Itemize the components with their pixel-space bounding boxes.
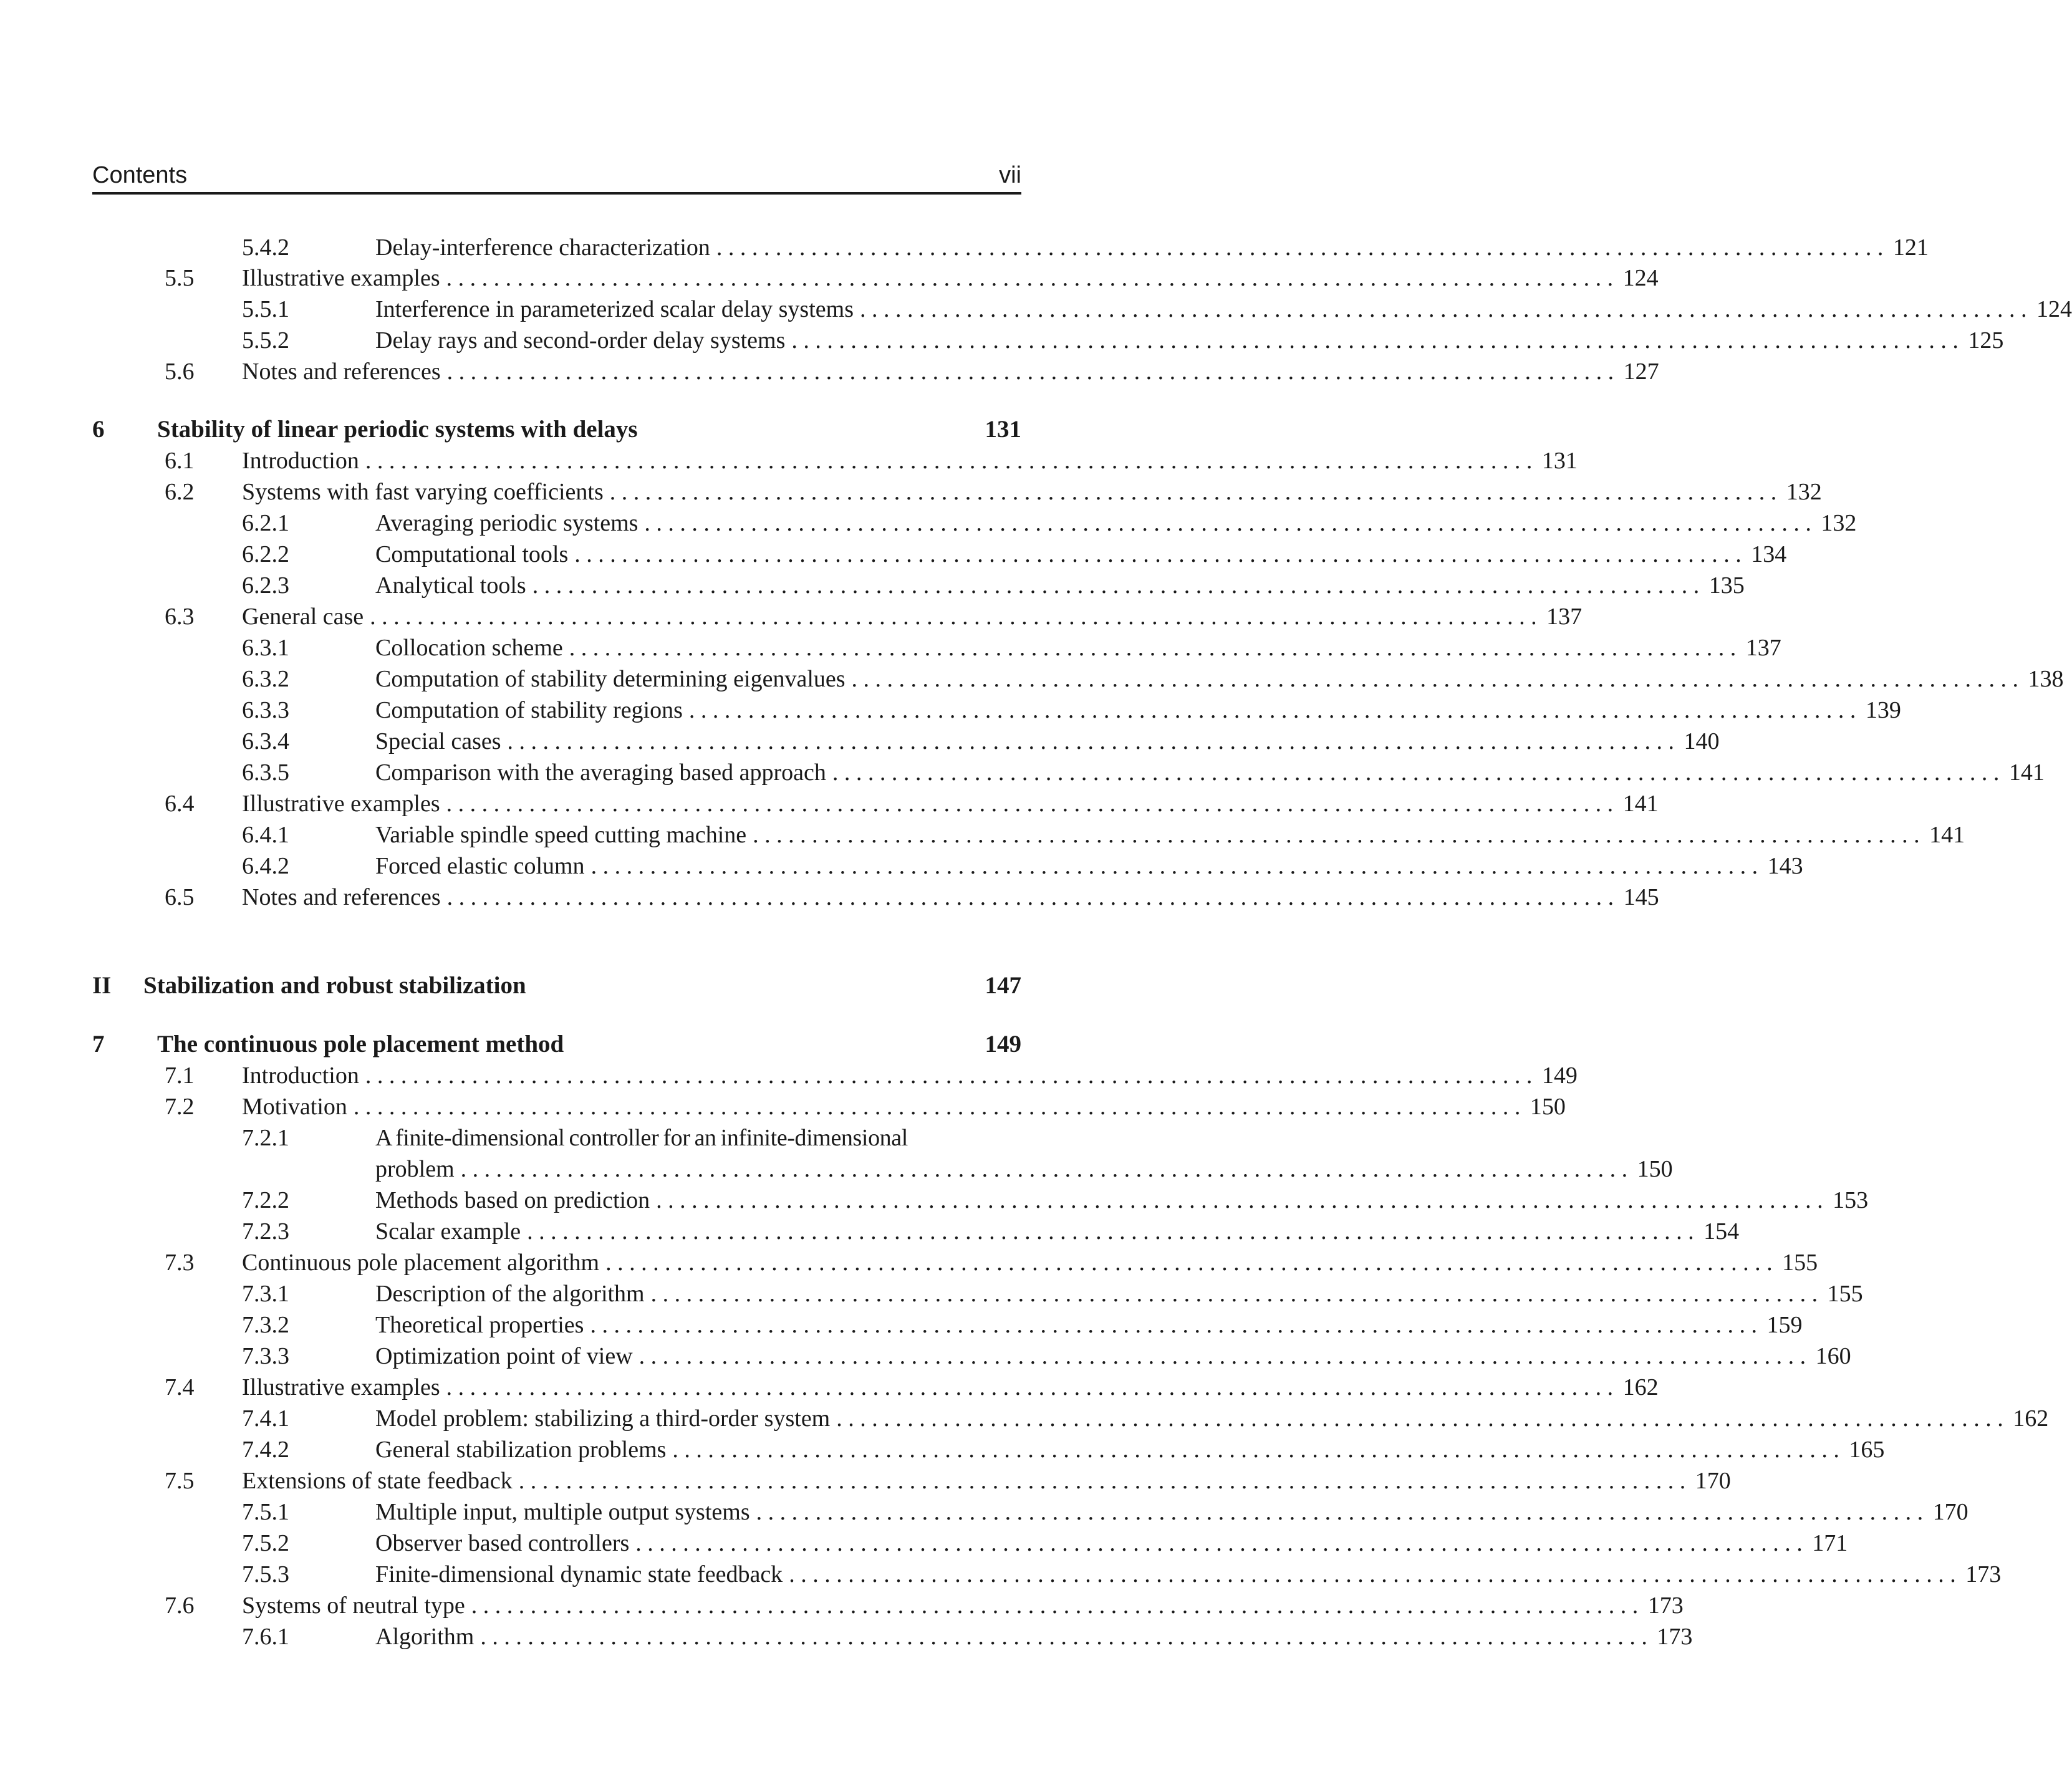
toc-entry-title: Observer based controllers [375,1530,630,1556]
toc-entry-number: 6.3 [165,604,195,630]
part-page: 147 [985,972,1021,999]
toc-entry-title: Notes and references [242,884,441,910]
toc-entry-page: 150 [1637,1156,1673,1182]
dot-leader: ................................................................................................... [605,1250,1779,1276]
toc-entry-page: 162 [1622,1374,1659,1400]
dot-leader: ................................................................................................... [370,604,1543,630]
dot-leader: ................................................................................................... [753,822,1926,848]
toc-entry-6-2-1[interactable] [0,508,1857,539]
toc-entry-6-5[interactable] [0,882,1659,913]
toc-entry-5-4-2[interactable] [0,232,1929,263]
toc-entry-page: 132 [1821,510,1857,536]
toc-entry-number: 7.4.1 [242,1405,289,1432]
toc-entry-number: 7.2 [165,1094,195,1120]
chapter-number: 6 [92,416,105,443]
dot-leader: ................................................................................................... [532,572,1705,599]
toc-entry-title: Interference in parameterized scalar delay systems [375,296,854,322]
toc-entry-page: 162 [2013,1405,2049,1432]
dot-leader: ................................................................................................... [791,327,1965,354]
running-head-title: Contents [92,162,188,188]
dot-leader: ................................................................................................... [446,791,1619,817]
dot-leader: ................................................................................................... [480,1624,1654,1650]
toc-entry-7-2[interactable] [0,1091,1566,1122]
toc-entry-page: 173 [1647,1592,1684,1619]
dot-leader: ................................................................................................... [650,1281,1824,1307]
toc-entry-title: Comparison with the averaging based approach [375,759,826,786]
toc-entry-page: 121 [1892,234,1929,261]
toc-entry-7-5-3[interactable] [0,1559,2002,1590]
toc-entry-number: 7.5 [165,1468,195,1494]
dot-leader: ................................................................................................... [365,448,1538,474]
toc-entry-title: General stabilization problems [375,1437,667,1463]
toc-entry-page: 165 [1849,1437,1885,1463]
toc-entry-page: 171 [1812,1530,1848,1556]
dot-leader: ................................................................................................... [609,479,1783,505]
part-title: Stabilization and robust stabilization [143,972,526,999]
toc-entry-5-6[interactable] [0,356,1659,387]
dot-leader: ................................................................................................... [672,1437,1846,1463]
toc-entry-title: Forced elastic column [375,853,585,879]
toc-entry-6-3-5[interactable] [0,757,2045,788]
toc-entry-page: 124 [1622,265,1659,291]
toc-entry-number: 7.2.3 [242,1218,289,1245]
toc-entry-page: 173 [1657,1624,1693,1650]
toc-entry-title: Delay-interference characterization [375,234,710,261]
toc-entry-title: Continuous pole placement algorithm [242,1250,600,1276]
toc-entry-number: 7.3 [165,1250,195,1276]
toc-entry-7-2-3[interactable] [0,1216,1740,1247]
toc-entry-title: Delay rays and second-order delay systems [375,327,786,354]
toc-entry-number: 6.1 [165,448,195,474]
toc-entry-title: Description of the algorithm [375,1281,645,1307]
toc-entry-page: 145 [1623,884,1659,910]
toc-entry-title-line2: problem [375,1156,455,1182]
part-number: II [92,972,112,999]
toc-entry-title: Special cases [375,728,501,754]
chapter-title: Stability of linear periodic systems with delays [157,416,638,443]
toc-entry-number: 6.2.2 [242,541,289,567]
dot-leader: ................................................................................................... [353,1094,1526,1120]
toc-entry-page: 143 [1767,853,1803,879]
toc-entry-number: 6.4.2 [242,853,289,879]
toc-entry-page: 160 [1815,1343,1851,1369]
toc-entry-6-3-3[interactable] [0,695,1901,726]
toc-entry-page: 141 [1929,822,1965,848]
toc-entry-7-3[interactable] [0,1247,1818,1278]
toc-entry-title: Computational tools [375,541,569,567]
dot-leader: ................................................................................................... [518,1468,1692,1494]
toc-entry-6-3-4[interactable] [0,726,1720,757]
toc-entry-title: Introduction [242,448,359,474]
toc-entry-title: Averaging periodic systems [375,510,638,536]
dot-leader: ................................................................................................... [460,1156,1634,1182]
dot-leader: ................................................................................................... [590,1312,1763,1338]
dot-leader: ................................................................................................... [507,728,1680,754]
toc-entry-number: 6.2.3 [242,572,289,599]
dot-leader: ................................................................................................... [644,510,1818,536]
toc-entry-7-5-2[interactable] [0,1528,1848,1559]
toc-entry-page: 132 [1786,479,1822,505]
dot-leader: ................................................................................................... [471,1592,1644,1619]
toc-entry-7-3-2[interactable] [0,1309,1803,1341]
dot-leader: ................................................................................................... [365,1062,1538,1089]
toc-entry-number: 7.3.1 [242,1281,289,1307]
toc-entry-page: 125 [1968,327,2004,354]
toc-entry-page: 153 [1833,1187,1869,1213]
toc-entry-6-4[interactable] [0,788,1659,819]
toc-entry-6-3[interactable] [0,601,1583,632]
toc-entry-number: 6.2.1 [242,510,289,536]
toc-entry-number: 6.3.4 [242,728,289,754]
dot-leader: ................................................................................................... [832,759,2005,786]
toc-part-2[interactable] [0,970,1134,1001]
toc-entry-title: Systems with fast varying coefficients [242,479,604,505]
toc-entry-number: 5.6 [165,359,195,385]
toc-entry-page: 155 [1782,1250,1818,1276]
dot-leader: ................................................................................................... [527,1218,1700,1245]
toc-entry-7-2-2[interactable] [0,1185,1869,1216]
toc-entry-6-3-2[interactable] [0,663,2064,695]
toc-entry-page: 141 [1622,791,1659,817]
toc-entry-title: Motivation [242,1094,347,1120]
toc-entry-number: 7.5.3 [242,1561,289,1587]
dot-leader: ................................................................................................... [446,1374,1619,1400]
toc-entry-title: Computation of stability determining eigenvalues [375,666,846,692]
toc-entry-title: Notes and references [242,359,441,385]
dot-leader: ................................................................................................... [859,296,2033,322]
dot-leader: ................................................................................................... [446,359,1620,385]
toc-entry-number: 7.3.2 [242,1312,289,1338]
chapter-number: 7 [92,1031,105,1057]
chapter-title: The continuous pole placement method [157,1031,564,1057]
dot-leader: ................................................................................................... [656,1187,1829,1213]
toc-entry-5-5-1[interactable] [0,294,2072,325]
toc-entry-page: 170 [1932,1499,1968,1525]
toc-entry-title: Variable spindle speed cutting machine [375,822,747,848]
dot-leader: ................................................................................................... [569,635,1742,661]
toc-entry-title: Scalar example [375,1218,521,1245]
toc-entry-6-3-1[interactable] [0,632,1781,663]
toc-entry-number: 6.3.3 [242,697,289,723]
toc-entry-number: 6.5 [165,884,195,910]
toc-entry-title: Optimization point of view [375,1343,633,1369]
toc-entry-title: Methods based on prediction [375,1187,650,1213]
toc-chapter-7[interactable] [0,1029,1134,1060]
dot-leader: ................................................................................................... [716,234,1889,261]
dot-leader: ................................................................................................... [590,853,1764,879]
toc-entry-number: 7.5.2 [242,1530,289,1556]
toc-entry-page: 173 [1965,1561,2002,1587]
dot-leader: ................................................................................................... [635,1530,1809,1556]
toc-entry-title: Finite-dimensional dynamic state feedback [375,1561,783,1587]
toc-entry-7-6-1[interactable] [0,1621,1693,1652]
toc-entry-number: 5.5.1 [242,296,289,322]
toc-entry-page: 141 [2008,759,2045,786]
toc-entry-page: 150 [1530,1094,1566,1120]
toc-entry-page: 131 [1541,448,1578,474]
chapter-page: 131 [985,416,1021,443]
toc-entry-5-5[interactable] [0,263,1659,294]
toc-entry-7-6[interactable] [0,1590,1684,1621]
toc-entry-page: 135 [1708,572,1745,599]
toc-entry-page: 134 [1751,541,1787,567]
toc-entry-title: General case [242,604,364,630]
toc-entry-6-4-2[interactable] [0,850,1803,882]
toc-entry-number: 7.1 [165,1062,195,1089]
toc-entry-number: 6.3.5 [242,759,289,786]
toc-entry-number: 6.4 [165,791,195,817]
toc-entry-7-5[interactable] [0,1465,1731,1496]
toc-entry-title: Illustrative examples [242,791,440,817]
dot-leader: ................................................................................................... [851,666,2025,692]
dot-leader: ................................................................................................... [446,884,1620,910]
toc-entry-title: Collocation scheme [375,635,563,661]
toc-entry-number: 5.4.2 [242,234,289,261]
toc-entry-page: 149 [1541,1062,1578,1089]
toc-entry-page: 124 [2036,296,2072,322]
toc-entry-6-2[interactable] [0,476,1822,508]
toc-entry-number: 7.4 [165,1374,195,1400]
toc-entry-7-4-1[interactable] [0,1403,2049,1434]
toc-entry-number: 7.6 [165,1592,195,1619]
toc-entry-number: 7.3.3 [242,1343,289,1369]
toc-entry-title: Model problem: stabilizing a third-order system [375,1405,831,1432]
toc-entry-6-2-2[interactable] [0,539,1787,570]
toc-entry-number: 6.4.1 [242,822,289,848]
toc-entry-title: Theoretical properties [375,1312,584,1338]
toc-entry-6-1[interactable] [0,445,1578,476]
toc-entry-7-3-3[interactable] [0,1341,1851,1372]
toc-entry-page: 138 [2028,666,2064,692]
dot-leader: ................................................................................................... [446,265,1619,291]
toc-entry-page: 170 [1695,1468,1731,1494]
toc-entry-7-4-2[interactable] [0,1434,1885,1465]
toc-entry-number: 7.2.1 [242,1125,289,1151]
toc-entry-title: Extensions of state feedback [242,1468,513,1494]
toc-entry-number: 6.3.2 [242,666,289,692]
toc-entry-7-2-1[interactable] [0,1122,1673,1185]
toc-entry-title: Multiple input, multiple output systems [375,1499,750,1525]
toc-entry-title: Computation of stability regions [375,697,683,723]
dot-leader: ................................................................................................... [574,541,1748,567]
dot-leader: ................................................................................................... [688,697,1862,723]
toc-entry-title: Algorithm [375,1624,475,1650]
toc-entry-title: Analytical tools [375,572,526,599]
toc-entry-title: Systems of neutral type [242,1592,465,1619]
toc-entry-number: 7.2.2 [242,1187,289,1213]
dot-leader: ................................................................................................... [836,1405,2010,1432]
toc-entry-title: Illustrative examples [242,1374,440,1400]
toc-entry-page: 140 [1684,728,1720,754]
dot-leader: ................................................................................................... [756,1499,1929,1525]
toc-entry-title-line1: A finite-dimensional controller for an infinite-dimensional [375,1125,908,1151]
dot-leader: ................................................................................................... [638,1343,1812,1369]
chapter-page: 149 [985,1031,1021,1057]
toc-entry-number: 7.4.2 [242,1437,289,1463]
toc-entry-number: 7.5.1 [242,1499,289,1525]
toc-entry-page: 155 [1827,1281,1863,1307]
running-head-page-number: vii [999,162,1021,188]
toc-entry-5-5-2[interactable] [0,325,2004,356]
toc-entry-number: 6.3.1 [242,635,289,661]
toc-entry-6-2-3[interactable] [0,570,1745,601]
toc-entry-7-4[interactable] [0,1372,1659,1403]
toc-entry-page: 137 [1546,604,1583,630]
toc-entry-title: Illustrative examples [242,265,440,291]
toc-entry-6-4-1[interactable] [0,819,1965,850]
toc-entry-page: 127 [1623,359,1659,385]
toc-entry-page: 137 [1745,635,1781,661]
toc-entry-page: 154 [1703,1218,1740,1245]
toc-entry-number: 7.6.1 [242,1624,289,1650]
toc-entry-number: 5.5 [165,265,195,291]
toc-chapter-6[interactable] [0,414,1134,445]
toc-entry-title: Introduction [242,1062,359,1089]
toc-entry-page: 159 [1766,1312,1803,1338]
toc-entry-number: 5.5.2 [242,327,289,354]
toc-entry-7-1[interactable] [0,1060,1578,1091]
toc-entry-7-3-1[interactable] [0,1278,1863,1309]
dot-leader: ................................................................................................... [789,1561,1962,1587]
toc-entry-page: 139 [1865,697,1901,723]
toc-entry-number: 6.2 [165,479,195,505]
toc-entry-7-5-1[interactable] [0,1496,1968,1528]
